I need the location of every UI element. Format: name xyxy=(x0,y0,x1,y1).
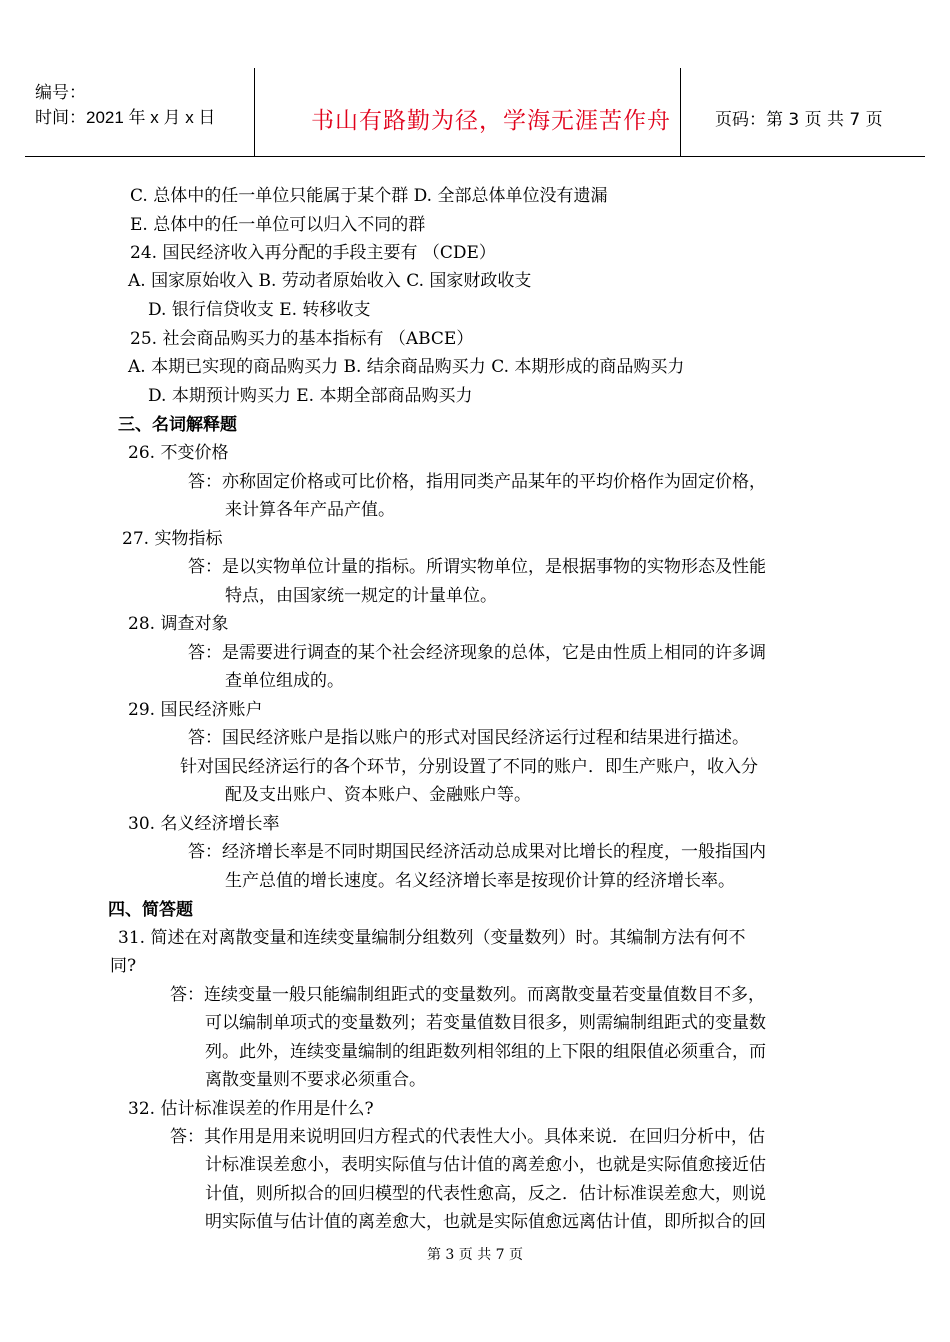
answer-line: 生产总值的增长速度。名义经济增长率是按现价计算的经济增长率。 xyxy=(225,871,735,891)
answer-line: 答：其作用是用来说明回归方程式的代表性大小。具体来说．在回归分析中，估 xyxy=(170,1127,765,1147)
text-line: 同? xyxy=(110,956,137,976)
answer-line: 答：亦称固定价格或可比价格，指用同类产品某年的平均价格作为固定价格， xyxy=(188,472,766,492)
text-line: C. 总体中的任一单位只能属于某个群 D. 全部总体单位没有遗漏 xyxy=(130,186,608,206)
header-meta xyxy=(35,80,215,130)
question-26: 26. 不变价格 xyxy=(128,443,229,463)
answer-line: 计值，则所拟合的回归模型的代表性愈高，反之．估计标准误差愈大，则说 xyxy=(205,1184,766,1204)
answer-line: 离散变量则不要求必须重合。 xyxy=(205,1070,426,1090)
question-24: 24. 国民经济收入再分配的手段主要有 （CDE） xyxy=(130,243,496,263)
question-29: 29. 国民经济账户 xyxy=(128,700,263,720)
answer-line: 答：是需要进行调查的某个社会经济现象的总体，它是由性质上相同的许多调 xyxy=(188,643,766,663)
number-label: 编号： xyxy=(35,83,86,102)
question-31: 31. 简述在对离散变量和连续变量编制分组数列（变量数列）时。其编制方法有何不 xyxy=(118,928,746,948)
text-line: D. 银行信贷收支 E. 转移收支 xyxy=(148,300,371,320)
answer-line: 配及支出账户、资本账户、金融账户等。 xyxy=(225,785,531,805)
answer-line: 针对国民经济运行的各个环节，分别设置了不同的账户．即生产账户，收入分 xyxy=(180,757,758,777)
time-label: 时间：2021 年 x 月 x 日 xyxy=(35,108,216,127)
answer-line: 答：国民经济账户是指以账户的形式对国民经济运行过程和结果进行描述。 xyxy=(188,728,749,748)
header-divider xyxy=(680,68,681,156)
answer-line: 答：是以实物单位计量的指标。所谓实物单位，是根据事物的实物形态及性能 xyxy=(188,557,766,577)
answer-line: 答：经济增长率是不同时期国民经济活动总成果对比增长的程度，一般指国内 xyxy=(188,842,766,862)
text-line: A. 本期已实现的商品购买力 B. 结余商品购买力 C. 本期形成的商品购买力 xyxy=(128,357,685,377)
answer-line: 特点，由国家统一规定的计量单位。 xyxy=(225,586,497,606)
page-header xyxy=(25,68,925,157)
question-27: 27. 实物指标 xyxy=(122,529,223,549)
header-motto: 书山有路勤为径，学海无涯苦作舟 xyxy=(311,108,671,134)
question-28: 28. 调查对象 xyxy=(128,614,229,634)
page-footer: 第 3 页 共 7 页 xyxy=(426,1247,524,1263)
section-heading: 三、名词解释题 xyxy=(118,415,237,435)
question-32: 32. 估计标准误差的作用是什么? xyxy=(128,1099,374,1119)
answer-line: 计标准误差愈小，表明实际值与估计值的离差愈小，也就是实际值愈接近估 xyxy=(205,1155,766,1175)
header-divider xyxy=(254,68,255,156)
answer-line: 列。此外，连续变量编制的组距数列相邻组的上下限的组限值必须重合，而 xyxy=(205,1042,766,1062)
answer-line: 查单位组成的。 xyxy=(225,671,344,691)
answer-line: 答：连续变量一般只能编制组距式的变量数列。而离散变量若变量值数目不多， xyxy=(170,985,765,1005)
answer-line: 来计算各年产品产值。 xyxy=(225,500,395,520)
text-line: A. 国家原始收入 B. 劳动者原始收入 C. 国家财政收支 xyxy=(128,271,532,291)
section-heading: 四、简答题 xyxy=(108,900,193,920)
question-30: 30. 名义经济增长率 xyxy=(128,814,280,834)
header-page-info: 页码：第 3 页 共 7 页 xyxy=(715,110,883,130)
answer-line: 可以编制单项式的变量数列；若变量值数目很多，则需编制组距式的变量数 xyxy=(205,1013,766,1033)
question-25: 25. 社会商品购买力的基本指标有 （ABCE） xyxy=(130,329,474,349)
answer-line: 明实际值与估计值的离差愈大，也就是实际值愈远离估计值，即所拟合的回 xyxy=(205,1212,766,1232)
text-line: D. 本期预计购买力 E. 本期全部商品购买力 xyxy=(148,386,473,406)
text-line: E. 总体中的任一单位可以归入不同的群 xyxy=(130,215,426,235)
